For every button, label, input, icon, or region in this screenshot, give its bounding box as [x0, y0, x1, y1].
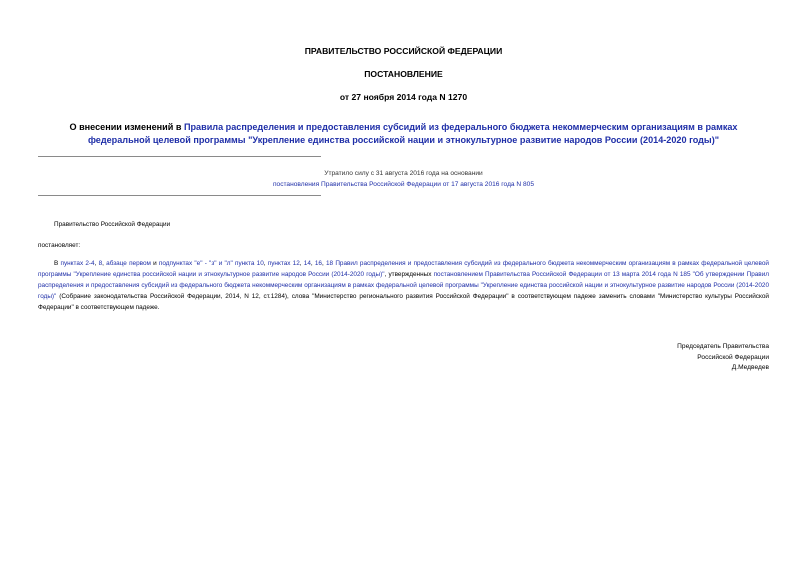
body-text: , [263, 260, 268, 267]
link-point-18[interactable]: 18 [325, 260, 334, 267]
status-link-line [0, 181, 807, 188]
status-note: Утратило силу с 31 августа 2016 года на основании [324, 170, 483, 177]
divider-top [38, 156, 321, 157]
body-text: , [94, 260, 99, 267]
document-title [38, 121, 769, 146]
body-text: В [54, 260, 61, 267]
signature-position: Председатель Правительства [677, 343, 769, 350]
signature-block [677, 342, 769, 374]
body-text: (Собрание законодательства Российской Федерации, 2014, N 12, ст.1284), слова "Министерство регионального развития Российской Федерации" в соответствующем падеже заменить словами "Министерство культуры Российской Федерации" в соответствующем падеже. [38, 293, 769, 312]
link-point-14[interactable]: 14 [303, 260, 311, 267]
title-prefix: О внесении изменений в [69, 122, 184, 132]
signature-name: Д.Медведев [731, 364, 769, 372]
repeal-decree-link[interactable]: постановления Правительства Российской Федерации от 17 августа 2016 года N 805 [272, 181, 535, 188]
link-first-paragraph[interactable]: абзаце первом [106, 260, 151, 267]
link-point-12[interactable]: пунктах 12 [267, 260, 300, 267]
government-heading: ПРАВИТЕЛЬСТВО РОССИЙСКОЙ ФЕДЕРАЦИИ [304, 46, 503, 56]
link-subpoints-point-10[interactable]: подпунктах "е" - "з" и "л" пункта 10 [158, 260, 264, 267]
body-text: , утвержденных [384, 271, 434, 279]
link-decree-185[interactable]: постановлением Правительства Российской Федерации от 13 марта 2014 года N 185 "Об утверждении Правил распределения и предоставления субсидий из федерального бюджета некоммерческим организациям в рамках федеральной целевой программы "Укрепление единства российской нации и этнокультурное развитие народов России (2014-2020 годы)" [38, 271, 769, 301]
divider-bottom [38, 195, 321, 196]
document-type: ПОСТАНОВЛЕНИЕ [364, 69, 443, 79]
body-text: и [150, 260, 159, 267]
link-rules[interactable]: Правил распределения и предоставления субсидий из федерального бюджета некоммерческим организациям в рамках федеральной целевой программы "Укрепление единства российской нации и этнокультурное развитие народов России (2014-2020 годы)" [38, 260, 769, 279]
link-points-2-4[interactable]: пунктах 2-4 [60, 260, 95, 267]
link-point-16[interactable]: 16 [314, 260, 322, 267]
body-paragraph-government: Правительство Российской Федерации [54, 221, 171, 228]
body-text: , [102, 260, 107, 267]
body-text: , [310, 260, 315, 267]
link-point-8[interactable]: 8 [98, 260, 103, 267]
body-paragraph-resolves: постановляет: [38, 242, 81, 249]
body-text: , [299, 260, 304, 267]
document-date-number: от 27 ноября 2014 года N 1270 [339, 92, 468, 102]
title-link[interactable]: Правила распределения и предоставления субсидий из федерального бюджета некоммерческим организациям в рамках федеральной целевой программы "Укрепление единства российской нации и этнокультурное развитие народов России (2014-2020 годы)" [87, 122, 738, 145]
body-text: , [321, 260, 326, 267]
body-paragraph-main [38, 258, 769, 313]
signature-organization: Российской Федерации [697, 353, 769, 361]
